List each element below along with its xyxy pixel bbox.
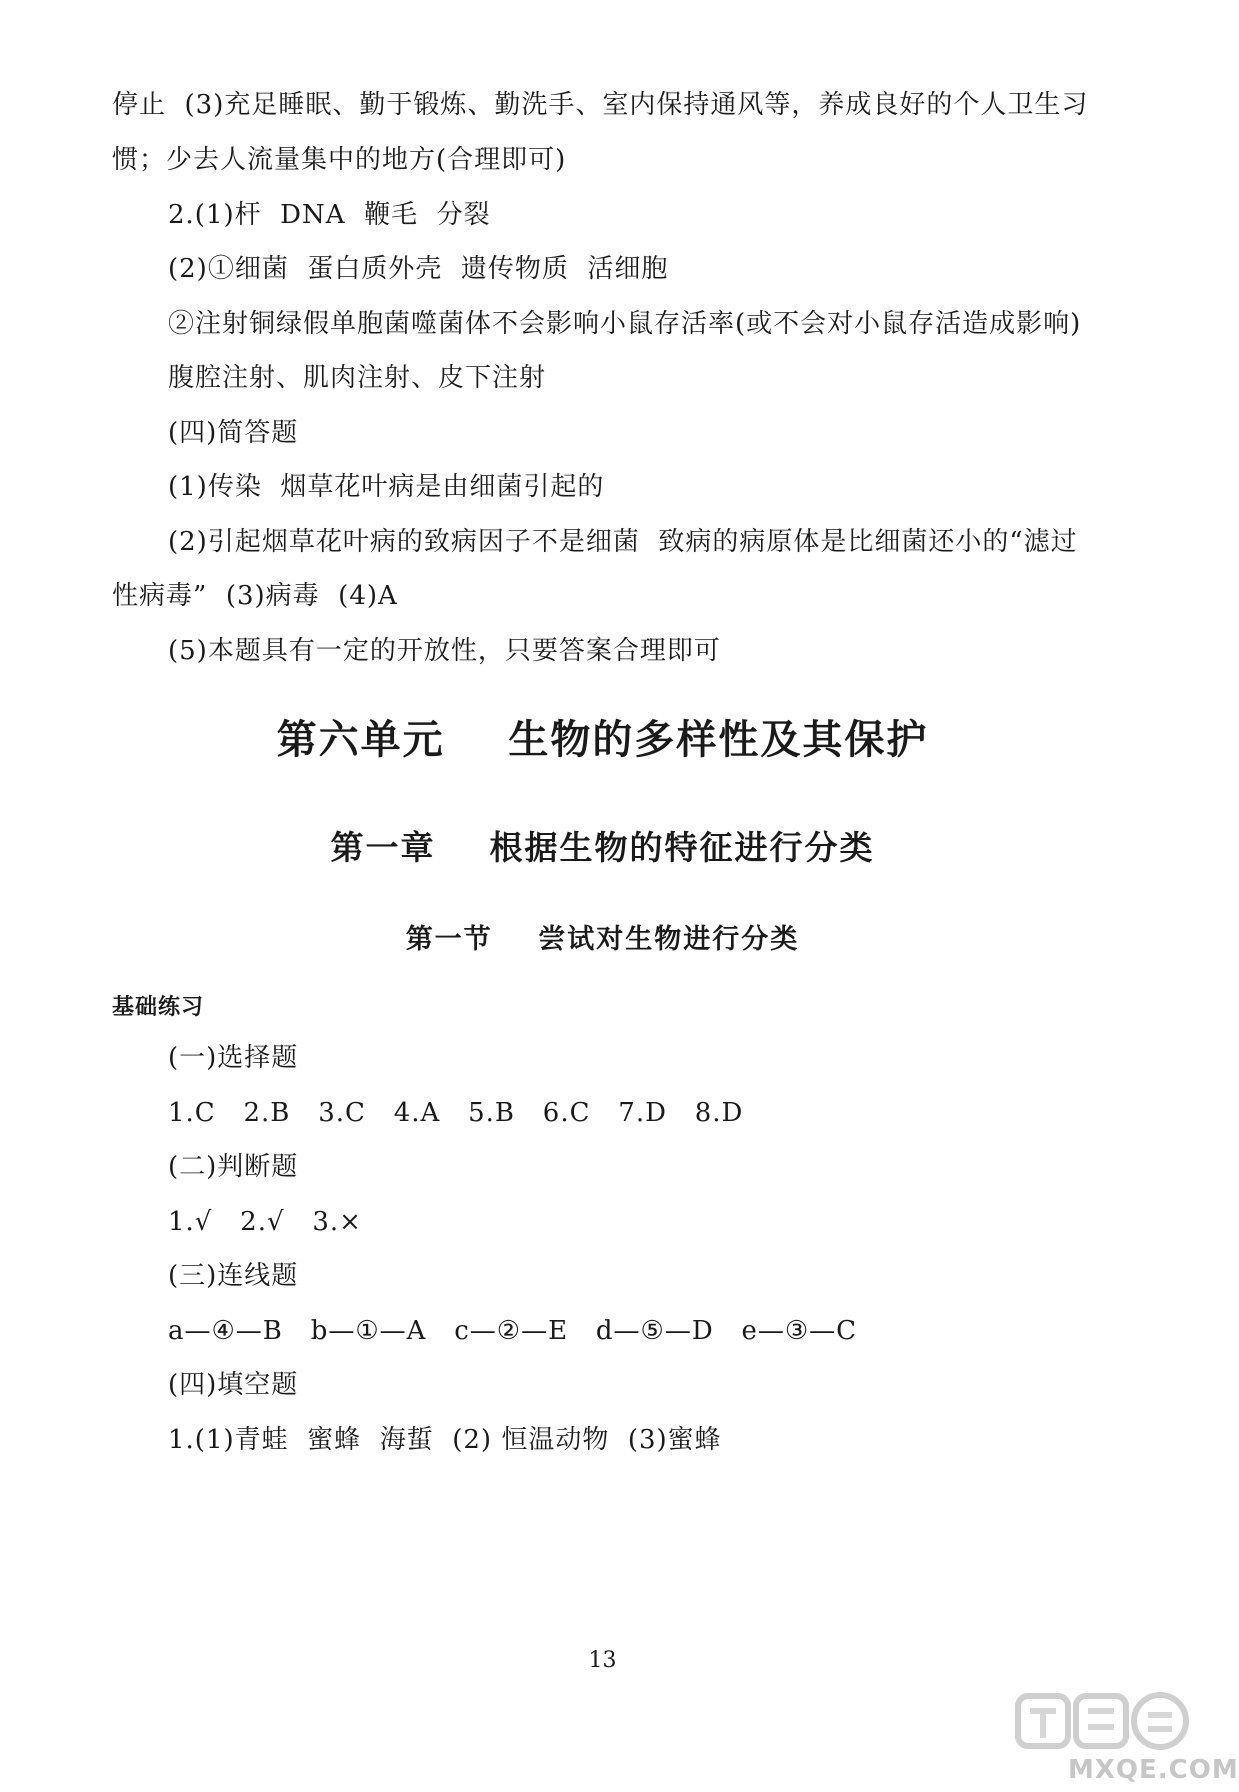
answer-line: 1.√ 2.√ 3.×: [168, 1207, 362, 1237]
answer-line: (四)填空题: [168, 1370, 299, 1400]
text-line: 停止 (3)充足睡眠、勤于锻炼、勤洗手、室内保持通风等，养成良好的个人卫生习: [112, 90, 1089, 120]
page-number: 13: [588, 1648, 617, 1673]
text-line: 惯；少去人流量集中的地方(合理即可): [112, 145, 567, 175]
text-line: 2.(1)杆 DNA 鞭毛 分裂: [168, 200, 491, 230]
text-line: (2)①细菌 蛋白质外壳 遗传物质 活细胞: [168, 254, 669, 284]
chapter-title: 第一章 根据生物的特征进行分类: [330, 828, 875, 867]
text-line: 腹腔注射、肌肉注射、皮下注射: [168, 363, 547, 393]
watermark-site-text: MXQE.COM: [1068, 1755, 1239, 1785]
text-line: (2)引起烟草花叶病的致病因子不是细菌 致病的病原体是比细菌还小的“滤过: [168, 527, 1078, 557]
answer-line: 1.(1)青蛙 蜜蜂 海蜇 (2) 恒温动物 (3)蜜蜂: [168, 1425, 722, 1455]
text-line: ②注射铜绿假单胞菌噬菌体不会影响小鼠存活率(或不会对小鼠存活造成影响): [168, 309, 1082, 339]
text-line: (5)本题具有一定的开放性，只要答案合理即可: [168, 636, 721, 666]
answer-line: (一)选择题: [168, 1043, 299, 1073]
answer-line: 1.C 2.B 3.C 4.A 5.B 6.C 7.D 8.D: [168, 1098, 744, 1128]
answer-line: a—④—B b—①—A c—②—E d—⑤—D e—③—C: [168, 1316, 858, 1346]
sub-heading: 基础练习: [112, 995, 205, 1020]
unit-title: 第六单元 生物的多样性及其保护: [276, 717, 929, 763]
answer-line: (三)连线题: [168, 1261, 299, 1291]
text-line: 性病毒” (3)病毒 (4)A: [112, 581, 398, 611]
text-line: (1)传染 烟草花叶病是由细菌引起的: [168, 472, 605, 502]
section-title: 第一节 尝试对生物进行分类: [405, 924, 800, 955]
text-line: (四)简答题: [168, 418, 299, 448]
answer-line: (二)判断题: [168, 1152, 299, 1182]
